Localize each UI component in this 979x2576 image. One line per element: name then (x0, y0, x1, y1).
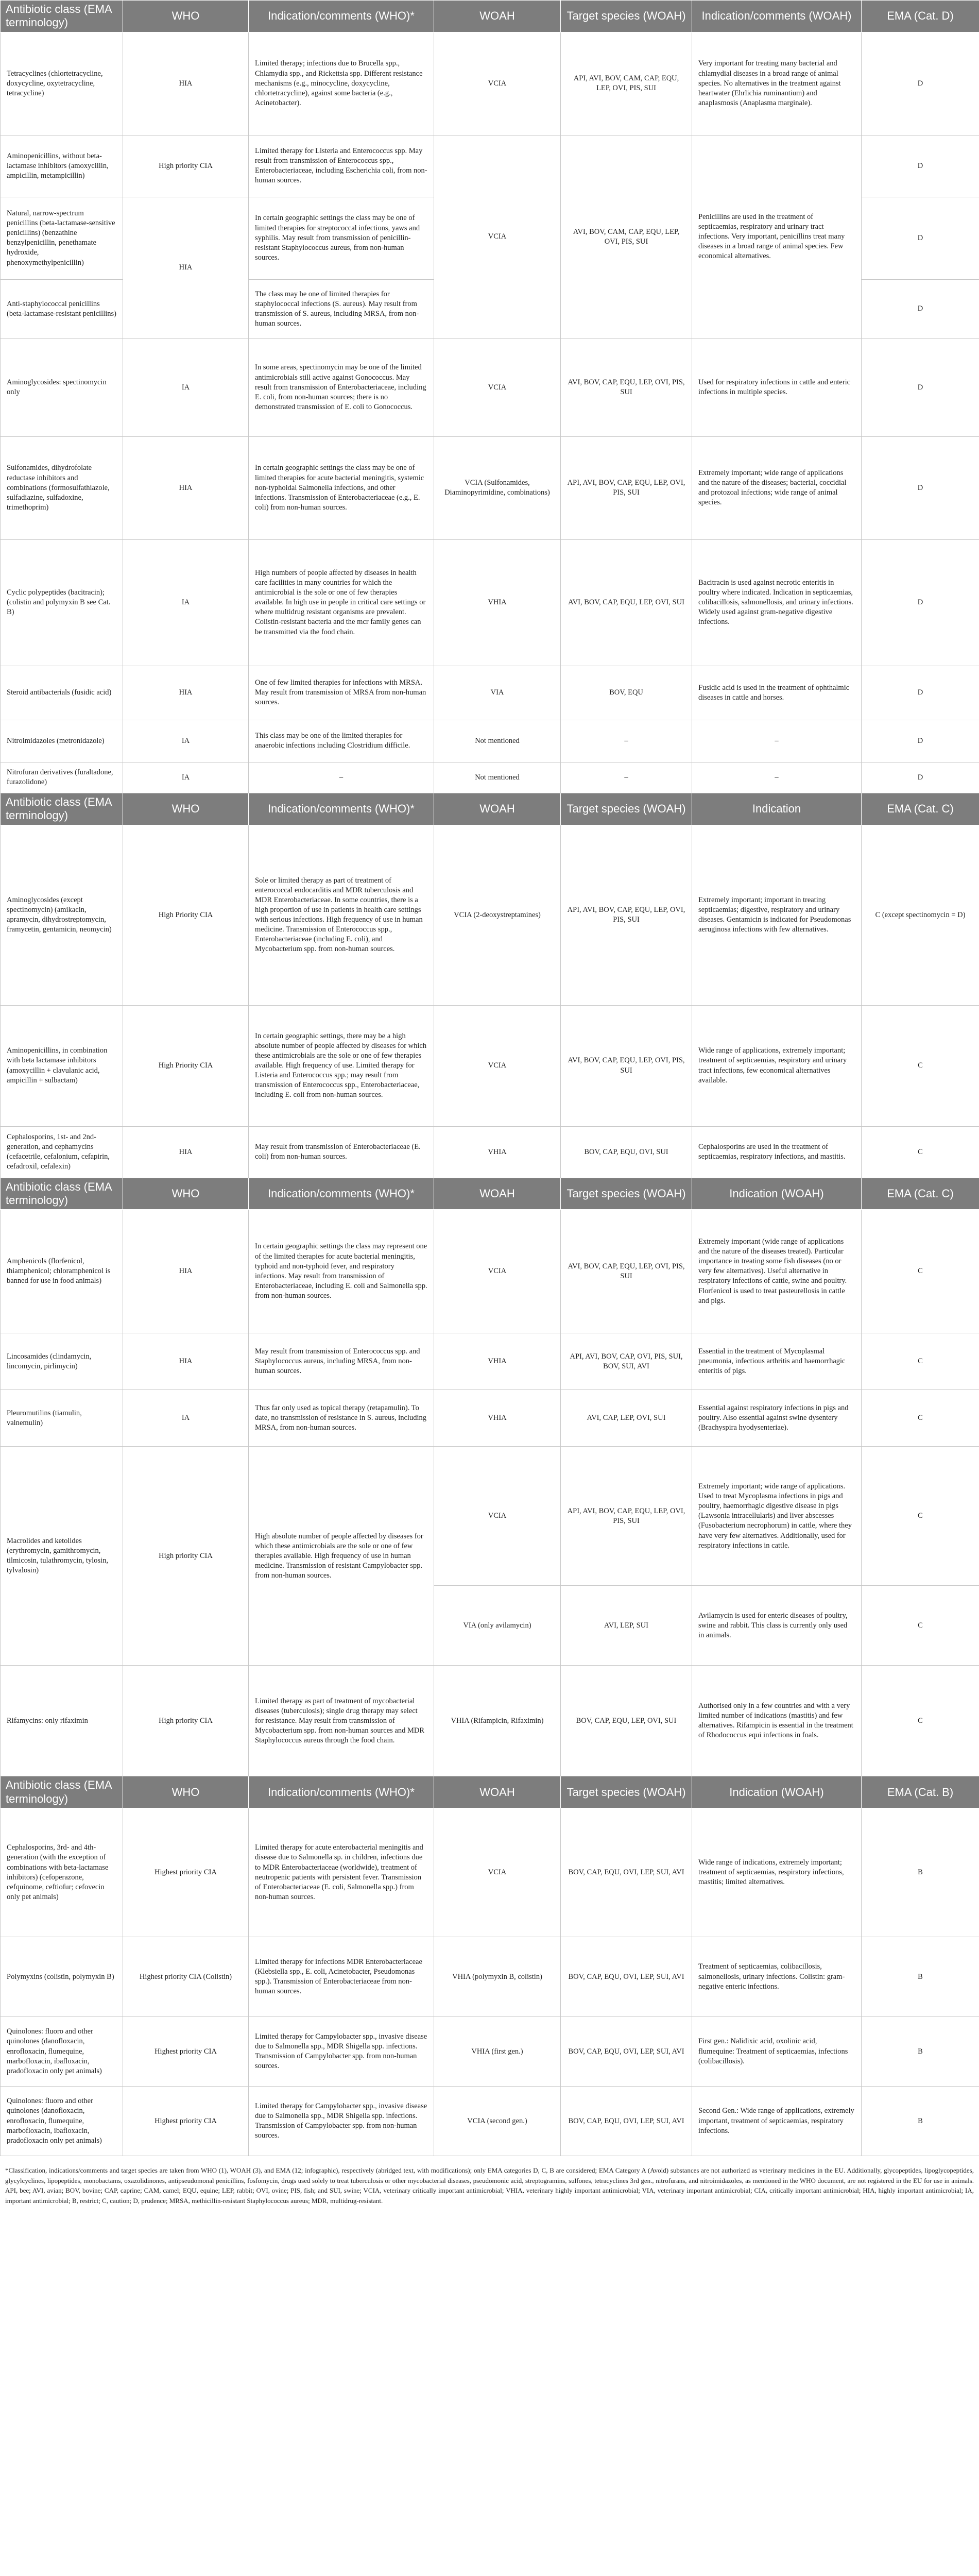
table-row (1, 666, 979, 720)
header-woah: WOAH (434, 1, 561, 32)
cell-target-species: API, AVI, BOV, CAM, CAP, EQU, LEP, OVI, PIS, SUI (561, 32, 692, 135)
cell-who: High priority CIA (123, 1666, 249, 1776)
cell-who-indication: Limited therapy for Listeria and Enterococcus spp. May result from transmission of Enterococcus spp., Enterobacteriaceae, including Escherichia coli, from non-human sources. (249, 135, 434, 197)
cell-woah-indication: Very important for treating many bacterial and chlamydial diseases in a broad range of animal species. No alternatives in the treatment against heartwater (Ehrlichia ruminantium) and anaplasmosis (Anaplasma marginale). (692, 32, 862, 135)
table-row (1, 338, 979, 436)
table-row (1, 1210, 979, 1333)
cell-who: High Priority CIA (123, 1005, 249, 1126)
header-ema-category: EMA (Cat. D) (862, 1, 979, 32)
cell-woah-indication: Cephalosporins are used in the treatment of septicaemias, respiratory infections, and mastitis. (692, 1126, 862, 1178)
cell-woah-indication: First gen.: Nalidixic acid, oxolinic acid, flumequine: Treatment of septicaemias, infections (colibacillosis). (692, 2017, 862, 2087)
cell-antibiotic-class: Nitrofuran derivatives (furaltadone, furazolidone) (1, 762, 123, 793)
cell-woah-indication: Penicillins are used in the treatment of septicaemias, respiratory and urinary tract infections. Very important, penicillins treat many diseases in a broad range of animal species. Few economical alternatives. (692, 135, 862, 338)
cell-antibiotic-class: Aminoglycosides (except spectinomycin) (amikacin, apramycin, dihydrostreptomycin, framycetin, gentamicin, neomycin) (1, 825, 123, 1005)
cell-woah: VHIA (434, 1333, 561, 1390)
cell-ema-category: D (862, 338, 979, 436)
header-woah: WOAH (434, 1178, 561, 1210)
cell-ema-category: D (862, 539, 979, 666)
cell-who: HIA (123, 436, 249, 539)
section-header-cat-c (1, 793, 979, 825)
cell-woah-indication: Extremely important; wide range of applications. Used to treat Mycoplasma infections in pigs and poultry, haemorrhagic digestive disease in pigs (Lawsonia intracellularis) and liver abscesses (Fusobacterium necrophorum) in cattle, where they have very few alternatives. Additionally, used for respiratory infections in cattle. (692, 1447, 862, 1586)
cell-woah-indication: Wide range of indications, extremely important; treatment of septicaemias, respiratory infections, mastitis; limited alternatives. (692, 1808, 862, 1937)
cell-who: Highest priority CIA (123, 1808, 249, 1937)
cell-who-indication: Thus far only used as topical therapy (retapamulin). To date, no transmission of resistance in S. aureus, including MRSA, from non-human sources. (249, 1390, 434, 1447)
cell-antibiotic-class: Anti-staphylococcal penicillins (beta-lactamase-resistant penicillins) (1, 279, 123, 338)
cell-antibiotic-class: Cephalosporins, 1st- and 2nd-generation, and cephamycins (cefacetrile, cefalonium, cefapirin, cefadroxil, cefalexin) (1, 1126, 123, 1178)
cell-who: HIA (123, 1333, 249, 1390)
cell-who-indication: Sole or limited therapy as part of treatment of enterococcal endocarditis and MDR tuberculosis and MDR Enterobacteriaceae. In some countries, there is a high proportion of use in patients in health care settings with serious infections. High frequency of use in human medicine. Transmission of Enterococcus spp., Enterobacteriaceae (including E. coli), and Mycobacterium spp. from non-human sources. (249, 825, 434, 1005)
header-woah-indication: Indication/comments (WOAH) (692, 1, 862, 32)
cell-target-species: BOV, EQU (561, 666, 692, 720)
cell-who-indication: Limited therapy for acute enterobacterial meningitis and disease due to Salmonella sp. in children, infections due to MDR Enterobacteriaceae (worldwide), treatment of neutropenic patients with persistent fever. Transmission of Enterobacteriaceae (E. coli, Salmonella spp.) from non-human sources. (249, 1808, 434, 1937)
cell-who: High priority CIA (123, 1447, 249, 1666)
cell-who-indication: In certain geographic settings the class may be one of limited therapies for acute bacterial meningitis, systemic non-typhoidal Salmonella infections, and other infections. Transmission of Enterobacteriaceae (e.g., E. coli) from non-human sources. (249, 436, 434, 539)
cell-who-indication: Limited therapy for Campylobacter spp., invasive disease due to Salmonella spp., MDR Shigella spp. infections. Transmission of Campylobacter spp. from non-human sources. (249, 2087, 434, 2156)
header-antibiotic-class: Antibiotic class (EMA terminology) (1, 1178, 123, 1210)
cell-antibiotic-class: Sulfonamides, dihydrofolate reductase inhibitors and combinations (formosulfathiazole, sulfadiazine, sulfadoxine, trimethoprim) (1, 436, 123, 539)
header-who: WHO (123, 1178, 249, 1210)
cell-who: IA (123, 720, 249, 762)
cell-woah-indication: Second Gen.: Wide range of applications, extremely important, treatment of septicaemias, respiratory infections. (692, 2087, 862, 2156)
cell-woah: VCIA (2-deoxystreptamines) (434, 825, 561, 1005)
cell-woah: VCIA (Sulfonamides, Diaminopyrimidine, combinations) (434, 436, 561, 539)
cell-who: Highest priority CIA (Colistin) (123, 1937, 249, 2017)
cell-antibiotic-class: Rifamycins: only rifaximin (1, 1666, 123, 1776)
cell-ema-category: D (862, 197, 979, 279)
cell-ema-category: B (862, 1937, 979, 2017)
cell-antibiotic-class: Amphenicols (florfenicol, thiamphenicol; chloramphenicol is banned for use in food animals) (1, 1210, 123, 1333)
header-ema-category: EMA (Cat. C) (862, 793, 979, 825)
header-ema-category: EMA (Cat. B) (862, 1776, 979, 1808)
cell-who-indication: High absolute number of people affected by diseases for which these antimicrobials are the sole or one of few therapies available. High frequency of use in human medicine. Transmission of resistant Campylobacter spp. from non-human sources. (249, 1447, 434, 1666)
table-row (1, 539, 979, 666)
cell-who-indication: Limited therapy for Campylobacter spp., invasive disease due to Salmonella spp., MDR Shigella spp. infections. Transmission of Campylobacter spp. from non-human sources. (249, 2017, 434, 2087)
cell-ema-category: B (862, 2017, 979, 2087)
cell-ema-category: C (862, 1005, 979, 1126)
table-row (1, 720, 979, 762)
cell-antibiotic-class: Aminoglycosides: spectinomycin only (1, 338, 123, 436)
cell-woah: VCIA (434, 1447, 561, 1586)
header-who-indication: Indication/comments (WHO)* (249, 793, 434, 825)
cell-woah: VHIA (434, 1390, 561, 1447)
cell-woah-indication: Extremely important; wide range of applications and the nature of the diseases; bacterial, coccidial and protozoal infections; wide range of animal species. (692, 436, 862, 539)
table-row (1, 1666, 979, 1776)
cell-target-species: AVI, BOV, CAP, EQU, LEP, OVI, PIS, SUI (561, 1005, 692, 1126)
cell-woah: Not mentioned (434, 720, 561, 762)
header-target-species: Target species (WOAH) (561, 1178, 692, 1210)
cell-woah: VCIA (434, 338, 561, 436)
table-row (1, 1808, 979, 1937)
cell-woah-indication: Bacitracin is used against necrotic enteritis in poultry where indicated. Indication in septicaemias, colibacillosis, salmonellosis, and urinary infections. Widely used against gram-negative digestive infections. (692, 539, 862, 666)
cell-antibiotic-class: Nitroimidazoles (metronidazole) (1, 720, 123, 762)
cell-target-species: BOV, CAP, EQU, LEP, OVI, SUI (561, 1666, 692, 1776)
header-who-indication: Indication/comments (WHO)* (249, 1178, 434, 1210)
header-target-species: Target species (WOAH) (561, 1, 692, 32)
cell-antibiotic-class: Tetracyclines (chlortetracycline, doxycycline, oxytetracycline, tetracycline) (1, 32, 123, 135)
cell-who: Highest priority CIA (123, 2017, 249, 2087)
cell-target-species: – (561, 720, 692, 762)
cell-target-species: BOV, CAP, EQU, OVI, LEP, SUI, AVI (561, 1808, 692, 1937)
section-header-cat-c-2 (1, 1178, 979, 1210)
header-who: WHO (123, 793, 249, 825)
cell-who-indication: In some areas, spectinomycin may be one of the limited antimicrobials still active against Gonococcus. May result from transmission of Enterobacteriaceae, including E. coli, from non-human sources; there is no demonstrated transmission of E. coli to Gonococcus. (249, 338, 434, 436)
cell-woah-indication: Avilamycin is used for enteric diseases of poultry, swine and rabbit. This class is currently only used in animals. (692, 1586, 862, 1666)
table-row (1, 1390, 979, 1447)
cell-who-indication: Limited therapy; infections due to Brucella spp., Chlamydia spp., and Rickettsia spp. Different resistance mechanisms (e.g., minocycline, doxycycline, chlortetracycline), against some bacteria (e.g., Acinetobacter). (249, 32, 434, 135)
cell-ema-category: D (862, 720, 979, 762)
cell-target-species: BOV, CAP, EQU, OVI, LEP, SUI, AVI (561, 2087, 692, 2156)
cell-ema-category: D (862, 762, 979, 793)
cell-ema-category: C (862, 1447, 979, 1586)
table-footnote: *Classification, indications/comments and target species are taken from WHO (1), WOAH (3), and EMA (12; infographic), respectively (abridged text, with modifications); only EMA categories D, C, B are considered; EMA Category A (Avoid) substances are not authorized as veterinary medicines in the EU. Additionally, glycopeptides, lipoglycopeptides, glycylcyclines, lipopeptides, monobactams, oxazolidinones, antipseudomonal penicillins, fosfomycin, drugs used solely to treat tuberculosis or other mycobacterial diseases, pseudomonic acid, streptogramins, sulfones, tetracyclines 3rd gen., nitrofurans, and nitroimidazoles, as mentioned in the WHO document, are not registered in the EU for use in animals. API, bee; AVI, avian; BOV, bovine; CAP, caprine; CAM, camel; EQU, equine; LEP, rabbit; OVI, ovine; PIS, fish; and SUI, swine; VCIA, veterinary critically important antimicrobial; VHIA, veterinary highly important antimicrobial; VIA, veterinary important antimicrobial; CIA, critically important antimicrobial; HIA, highly important antimicrobial; IA, important antimicrobial; B, restrict; C, caution; D, prudence; MRSA, methicillin-resistant Staphylococcus aureus; MDR, multidrug-resistant. (5, 2166, 974, 2205)
cell-antibiotic-class: Cephalosporins, 3rd- and 4th-generation (with the exception of combinations with beta-lactamase inhibitors) (cefoperazone, cefquinome, ceftiofur; cefovecin only pet animals) (1, 1808, 123, 1937)
cell-woah-indication: Extremely important (wide range of applications and the nature of the diseases treated). Particular importance in treating some fish diseases (no or very few alternatives). Useful alternative in respiratory infections of cattle, swine and poultry. Florfenicol is used to treat pasteurellosis in cattle and pigs. (692, 1210, 862, 1333)
cell-who: IA (123, 539, 249, 666)
cell-woah-indication: Treatment of septicaemias, colibacillosis, salmonellosis, urinary infections. Colistin: gram-negative enteric infections. (692, 1937, 862, 2017)
cell-target-species: AVI, CAP, LEP, OVI, SUI (561, 1390, 692, 1447)
cell-woah: VCIA (434, 1808, 561, 1937)
cell-who: IA (123, 1390, 249, 1447)
table-row (1, 2087, 979, 2156)
cell-target-species: AVI, BOV, CAP, EQU, LEP, OVI, PIS, SUI (561, 338, 692, 436)
cell-woah: VIA (only avilamycin) (434, 1586, 561, 1666)
cell-who-indication: In certain geographic settings the class may represent one of the limited therapies for acute bacterial meningitis, typhoid and non-typhoid fever, and respiratory infections. May result from transmission of Enterobacteriaceae, including E. coli and Salmonella spp. from non-human sources. (249, 1210, 434, 1333)
cell-who-indication: – (249, 762, 434, 793)
cell-who-indication: Limited therapy for infections MDR Enterobacteriaceae (Klebsiella spp., E. coli, Acinetobacter, Pseudomonas spp.). Transmission of Enterobacteriaceae from non-human sources. (249, 1937, 434, 2017)
cell-woah-indication: Wide range of applications, extremely important; treatment of septicaemias, respiratory and urinary tract infections, few economical alternatives available. (692, 1005, 862, 1126)
cell-woah-indication: Authorised only in a few countries and with a very limited number of indications (mastitis) and few alternatives. Rifampicin is essential in the treatment of Rhodococcus equi infections in foals. (692, 1666, 862, 1776)
cell-antibiotic-class: Quinolones: fluoro and other quinolones (danofloxacin, enrofloxacin, flumequine, marbofloxacin, ibafloxacin, pradofloxacin only pet animals) (1, 2017, 123, 2087)
cell-who: HIA (123, 1126, 249, 1178)
cell-who: HIA (123, 666, 249, 720)
cell-target-species: API, AVI, BOV, CAP, EQU, LEP, OVI, PIS, SUI (561, 825, 692, 1005)
cell-who-indication: Limited therapy as part of treatment of mycobacterial diseases (tuberculosis); single drug therapy may select for resistance. May result from transmission of Mycobacterium spp. from non-human sources and MDR Staphylococcus aureus through the food chain. (249, 1666, 434, 1776)
cell-ema-category: D (862, 279, 979, 338)
cell-woah: VCIA (434, 135, 561, 338)
cell-antibiotic-class: Pleuromutilins (tiamulin, valnemulin) (1, 1390, 123, 1447)
cell-who: IA (123, 338, 249, 436)
cell-ema-category: D (862, 32, 979, 135)
cell-woah: Not mentioned (434, 762, 561, 793)
cell-woah: VHIA (434, 539, 561, 666)
cell-who: HIA (123, 197, 249, 338)
cell-woah: VHIA (polymyxin B, colistin) (434, 1937, 561, 2017)
cell-antibiotic-class: Polymyxins (colistin, polymyxin B) (1, 1937, 123, 2017)
cell-woah-indication: Essential against respiratory infections in pigs and poultry. Also essential against swine dysentery (Brachyspira hyodysenteriae). (692, 1390, 862, 1447)
cell-ema-category: B (862, 1808, 979, 1937)
cell-who-indication: High numbers of people affected by diseases in health care facilities in many countries for which the antimicrobial is the sole or one of few therapies available. In high use in people in critical care settings or where multidrug resistant organisms are prevalent. Colistin-resistant bacteria and the mcr family genes can be transmitted via the food chain. (249, 539, 434, 666)
cell-woah-indication: – (692, 762, 862, 793)
header-who: WHO (123, 1776, 249, 1808)
cell-woah-indication: Fusidic acid is used in the treatment of ophthalmic diseases in cattle and horses. (692, 666, 862, 720)
table-row (1, 1126, 979, 1178)
cell-who: High Priority CIA (123, 825, 249, 1005)
table-row (1, 2017, 979, 2087)
cell-target-species: BOV, CAP, EQU, OVI, LEP, SUI, AVI (561, 2017, 692, 2087)
header-antibiotic-class: Antibiotic class (EMA terminology) (1, 793, 123, 825)
cell-target-species: AVI, BOV, CAP, EQU, LEP, OVI, SUI (561, 539, 692, 666)
cell-who: HIA (123, 1210, 249, 1333)
cell-woah-indication: Used for respiratory infections in cattle and enteric infections in multiple species. (692, 338, 862, 436)
cell-antibiotic-class: Aminopenicillins, without beta-lactamase inhibitors (amoxycillin, ampicillin, metampicillin) (1, 135, 123, 197)
table-row (1, 1005, 979, 1126)
cell-woah: VHIA (first gen.) (434, 2017, 561, 2087)
header-antibiotic-class: Antibiotic class (EMA terminology) (1, 1, 123, 32)
table-row (1, 32, 979, 135)
cell-woah: VCIA (434, 1005, 561, 1126)
cell-who-indication: In certain geographic settings, there may be a high absolute number of people affected by diseases for which these antimicrobials are the sole or one of few therapies available. High frequency of use. Limited therapy for Listeria and Enterococcus spp.; may result from transmission of Enterococcus spp., Enterobacteriaceae, including E. coli from non-human sources. (249, 1005, 434, 1126)
header-target-species: Target species (WOAH) (561, 793, 692, 825)
table-row (1, 436, 979, 539)
cell-target-species: AVI, BOV, CAM, CAP, EQU, LEP, OVI, PIS, SUI (561, 135, 692, 338)
cell-woah: VIA (434, 666, 561, 720)
cell-ema-category: C (except spectinomycin = D) (862, 825, 979, 1005)
header-who: WHO (123, 1, 249, 32)
cell-who: High priority CIA (123, 135, 249, 197)
cell-ema-category: C (862, 1210, 979, 1333)
cell-antibiotic-class: Lincosamides (clindamycin, lincomycin, pirlimycin) (1, 1333, 123, 1390)
section-header-cat-b (1, 1776, 979, 1808)
cell-ema-category: C (862, 1390, 979, 1447)
cell-woah-indication: Extremely important; important in treating septicaemias; digestive, respiratory and urinary diseases. Gentamicin is indicated for Pseudomonas aeruginosa infections with few alternatives. (692, 825, 862, 1005)
cell-target-species: BOV, CAP, EQU, OVI, SUI (561, 1126, 692, 1178)
cell-ema-category: C (862, 1126, 979, 1178)
cell-target-species: AVI, BOV, CAP, EQU, LEP, OVI, PIS, SUI (561, 1210, 692, 1333)
cell-target-species: API, AVI, BOV, CAP, EQU, LEP, OVI, PIS, SUI (561, 436, 692, 539)
cell-ema-category: C (862, 1666, 979, 1776)
cell-ema-category: B (862, 2087, 979, 2156)
cell-target-species: API, AVI, BOV, CAP, OVI, PIS, SUI, BOV, SUI, AVI (561, 1333, 692, 1390)
cell-antibiotic-class: Aminopenicillins, in combination with beta lactamase inhibitors (amoxycillin + clavulanic acid, ampicillin + sulbactam) (1, 1005, 123, 1126)
cell-ema-category: D (862, 135, 979, 197)
header-target-species: Target species (WOAH) (561, 1776, 692, 1808)
cell-woah: VCIA (second gen.) (434, 2087, 561, 2156)
cell-antibiotic-class: Cyclic polypeptides (bacitracin); (colistin and polymyxin B see Cat. B) (1, 539, 123, 666)
header-woah-indication: Indication (WOAH) (692, 1776, 862, 1808)
cell-who: IA (123, 762, 249, 793)
cell-woah: VHIA (Rifampicin, Rifaximin) (434, 1666, 561, 1776)
cell-ema-category: D (862, 666, 979, 720)
cell-antibiotic-class: Natural, narrow-spectrum penicillins (beta-lactamase-sensitive penicillins) (benzathine benzylpenicillin, penethamate hydroxide, phenoxymethylpenicillin) (1, 197, 123, 279)
cell-woah-indication: Essential in the treatment of Mycoplasmal pneumonia, infectious arthritis and haemorrhagic enteritis of pigs. (692, 1333, 862, 1390)
table-row (1, 1333, 979, 1390)
cell-who-indication: This class may be one of the limited therapies for anaerobic infections including Clostridium difficile. (249, 720, 434, 762)
table-row (1, 1447, 979, 1586)
cell-woah-indication: – (692, 720, 862, 762)
cell-ema-category: D (862, 436, 979, 539)
cell-woah: VCIA (434, 1210, 561, 1333)
header-who-indication: Indication/comments (WHO)* (249, 1, 434, 32)
cell-woah: VHIA (434, 1126, 561, 1178)
cell-target-species: API, AVI, BOV, CAP, EQU, LEP, OVI, PIS, SUI (561, 1447, 692, 1586)
table-row (1, 1937, 979, 2017)
cell-who: Highest priority CIA (123, 2087, 249, 2156)
cell-antibiotic-class: Steroid antibacterials (fusidic acid) (1, 666, 123, 720)
header-who-indication: Indication/comments (WHO)* (249, 1776, 434, 1808)
cell-target-species: AVI, LEP, SUI (561, 1586, 692, 1666)
cell-who-indication: May result from transmission of Enterobacteriaceae (E. coli) from non-human sources. (249, 1126, 434, 1178)
cell-ema-category: C (862, 1586, 979, 1666)
header-ema-category: EMA (Cat. C) (862, 1178, 979, 1210)
cell-who-indication: May result from transmission of Enterococcus spp. and Staphylococcus aureus, including MRSA, from non-human sources. (249, 1333, 434, 1390)
cell-who-indication: In certain geographic settings the class may be one of limited therapies for streptococcal infections, yaws and syphilis. May result from transmission of penicillin-resistant Staphylococcus aureus, from non-human sources. (249, 197, 434, 279)
table-row (1, 135, 979, 197)
cell-target-species: BOV, CAP, EQU, OVI, LEP, SUI, AVI (561, 1937, 692, 2017)
cell-who-indication: The class may be one of limited therapies for staphylococcal infections (S. aureus). May result from transmission of S. aureus, including MRSA, from non-human sources. (249, 279, 434, 338)
cell-who: HIA (123, 32, 249, 135)
header-woah: WOAH (434, 1776, 561, 1808)
section-header-cat-d (1, 1, 979, 32)
cell-woah: VCIA (434, 32, 561, 135)
cell-antibiotic-class: Macrolides and ketolides (erythromycin, gamithromycin, tilmicosin, tulathromycin, tylosin, tylvalosin) (1, 1447, 123, 1666)
table-row (1, 762, 979, 793)
table-row (1, 825, 979, 1005)
header-woah-indication: Indication (WOAH) (692, 1178, 862, 1210)
cell-who-indication: One of few limited therapies for infections with MRSA. May result from transmission of MRSA from non-human sources. (249, 666, 434, 720)
cell-antibiotic-class: Quinolones: fluoro and other quinolones (danofloxacin, enrofloxacin, flumequine, marbofloxacin, ibafloxacin, pradofloxacin only pet animals) (1, 2087, 123, 2156)
header-antibiotic-class: Antibiotic class (EMA terminology) (1, 1776, 123, 1808)
cell-target-species: – (561, 762, 692, 793)
header-woah: WOAH (434, 793, 561, 825)
cell-ema-category: C (862, 1333, 979, 1390)
header-woah-indication: Indication (692, 793, 862, 825)
